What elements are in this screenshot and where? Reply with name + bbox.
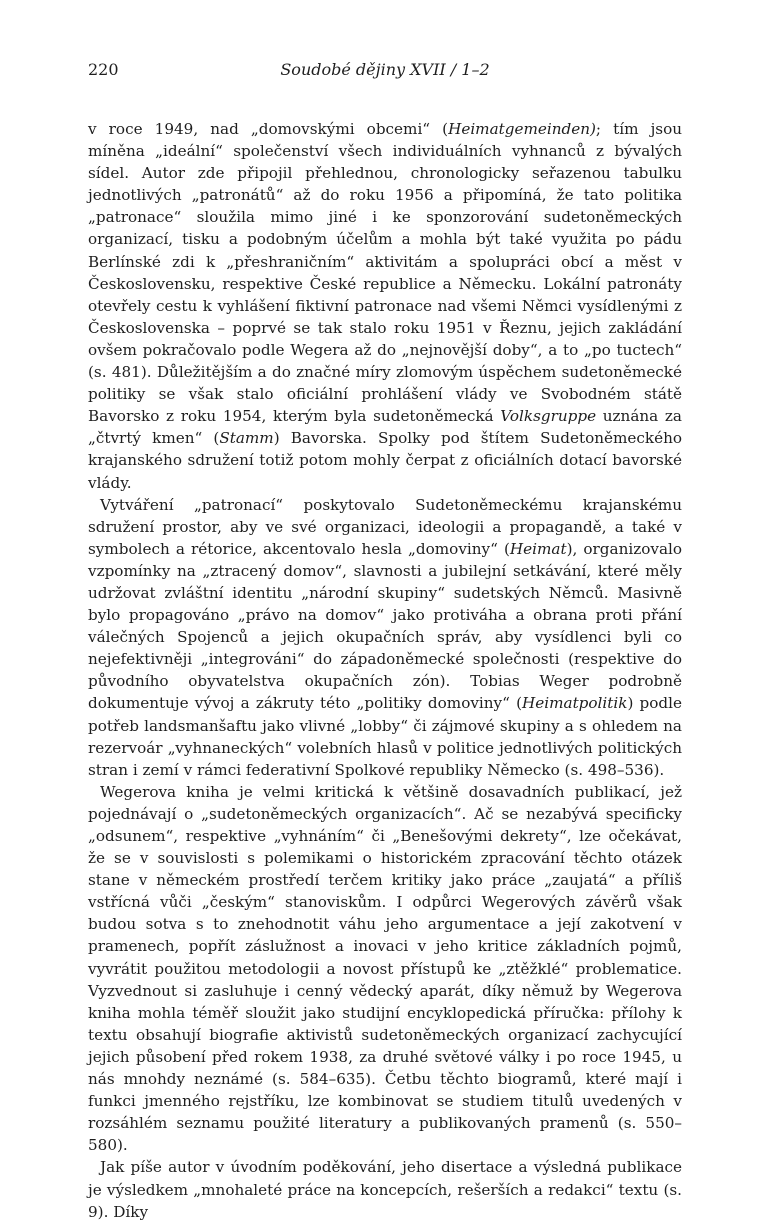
italic-term: Heimatgemeinden) xyxy=(448,120,596,138)
text-run: ) podle potřeb landsmanšaftu jako vlivné „lobby“ či zájmové skupiny a s ohledem na rezervoár „vyhnaneckých“ volebních hlasů v politice jednotlivých politických stran i zemí v rámci federativní Spolkové republiky Německo (s. 498–536). xyxy=(88,694,682,779)
paragraph xyxy=(88,494,682,781)
running-title: Soudobé dějiny XVII / 1–2 xyxy=(280,60,490,79)
text-run: uznána za „čtvrtý kmen“ ( xyxy=(88,407,682,448)
page-number: 220 xyxy=(88,60,119,79)
italic-term: Stamm xyxy=(219,429,274,448)
paragraph xyxy=(88,118,682,494)
article-body xyxy=(88,118,682,1223)
paragraph xyxy=(88,781,682,1157)
running-header xyxy=(88,60,682,84)
italic-term: Heimatpolitik xyxy=(522,694,628,713)
text-run: Wegerova kniha je velmi kritická k většině dosavadních publikací, jež pojednávají o „sudetoněmeckých organizacích“. Ač se nezabývá specificky „odsunem“, respektive „vyhnáním“ či „Benešovými dekrety“, lze očekávat, že se v souvislosti s polemikami o historickém zpracování těchto otázek stane v německém prostředí terčem kritiky jako práce „zaujatá“ a příliš vstřícná vůči „českým“ stanoviskům. I odpůrci Wegerových závěrů však budou sotva s to znehodnotit váhu jeho argumentace a její zakotvení v pramenech, popřít záslužnost a inovaci v jeho kritice základních pojmů, vyvrátit použitou metodologii a novost přístupů ke „ztěžklé“ problematice. Vyzvednout si zasluhuje i cenný vědecký aparát, díky němuž by Wegerova kniha mohla téměř sloužit jako studijní encyklopedická příručka: přílohy k textu obsahují biografie aktivistů sudetoněmeckých organizací zachycující jejich působení před rokem 1938, za druhé světové války i po roce 1945, u nás mnohdy neznámé (s. 584–635). Četbu těchto biogramů, které mají i funkci jmenného rejstříku, lze kombinovat se studiem titulů uvedených v rozsáhlém seznamu použité literatury a publikovaných pramenů (s. 550–580). xyxy=(88,782,682,1155)
text-run: Jak píše autor v úvodním poděkování, jeho disertace a výsledná publikace je výsledkem „mnohaleté práce na koncepcích, rešerších a redakci“ textu (s. 9). Díky xyxy=(88,1158,682,1221)
paragraph xyxy=(88,1156,682,1222)
text-run: v roce 1949, nad „domovskými obcemi“ ( xyxy=(88,120,449,138)
italic-term: Volksgruppe xyxy=(500,407,597,426)
text-run: ) Bavorska. Spolky pod štítem Sudetoněmeckého krajanského sdružení totiž potom mohly čerpat z oficiálních dotací bavorské vlády. xyxy=(88,429,682,492)
text-run: Vytváření „patronací“ poskytovalo Sudetoněmeckému krajanskému sdružení prostor, aby ve své organizaci, ideologii a propagandě, a také v symbolech a rétorice, akcentovalo hesla „domoviny“ ( xyxy=(88,495,682,558)
italic-term: Heimat xyxy=(509,539,567,558)
text-run: ), organizovalo vzpomínky na „ztracený domov“, slavnosti a jubilejní setkávání, které měly udržovat zvláštní identitu „národní skupiny“ sudetských Němců. Masivně bylo propagováno „právo na domov“ jako protiváha a obrana proti přání válečných Spojenců a jejich okupačních správ, aby vysídlenci byli co nejefektivněji „integrováni“ do západoněmecké společnosti (respektive do původního obyvatelstva okupačních zón). Tobias Weger podrobně dokumentuje vývoj a zákruty této „politiky domoviny“ ( xyxy=(88,539,682,713)
text-run: ; tím jsou míněna „ideální“ společenství všech individuálních vyhnanců z bývalých sídel. Autor zde připojil přehlednou, chronologicky seřazenou tabulku jednotlivých „patronátů“ až do roku 1956 a připomíná, že tato politika „patronace“ sloužila mimo jiné i ke sponzorování sudetoněmeckých organizací, tisku a podobným účelům a mohla být také využita po pádu Berlínské zdi k „přeshraničním“ aktivitám a spolupráci obcí a měst v Československu, respektive České republice a Německu. Lokální patronáty otevřely cestu k vyhlášení fiktivní patronace nad všemi Němci vysídlenými z Československa – poprvé se tak stalo roku 1951 v Řeznu, jejich zakládání ovšem pokračovalo podle Wegera až do „nejnovější doby“, a to „po tuctech“ (s. 481). Důležitějším a do značné míry zlomovým úspěchem sudetoněmecké politiky se však stalo oficiální prohlášení vlády ve Svobodném státě Bavorsko z roku 1954, kterým byla sudetoněmecká xyxy=(88,120,683,426)
